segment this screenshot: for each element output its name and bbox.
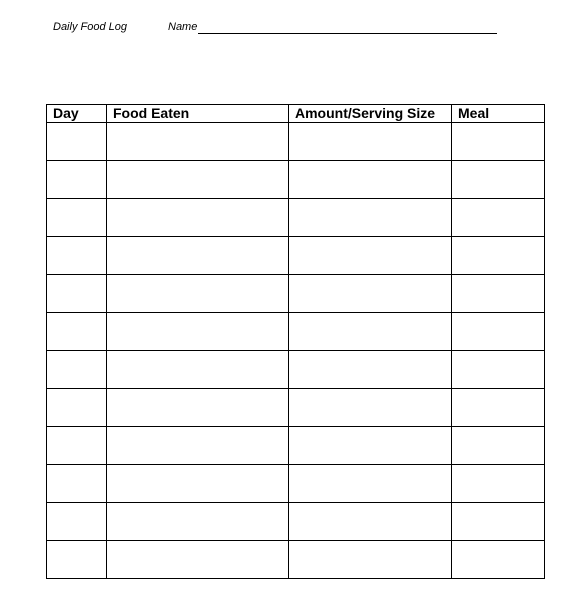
table-row bbox=[47, 161, 545, 199]
meal-cell[interactable] bbox=[452, 313, 545, 351]
day-cell[interactable] bbox=[47, 199, 107, 237]
amount-serving-size-cell[interactable] bbox=[289, 161, 452, 199]
food-eaten-cell[interactable] bbox=[107, 503, 289, 541]
meal-cell[interactable] bbox=[452, 465, 545, 503]
amount-serving-size-cell[interactable] bbox=[289, 389, 452, 427]
food-eaten-cell[interactable] bbox=[107, 313, 289, 351]
day-cell[interactable] bbox=[47, 237, 107, 275]
amount-serving-size-cell[interactable] bbox=[289, 199, 452, 237]
column-header-amount-serving-size: Amount/Serving Size bbox=[289, 105, 452, 123]
table-row bbox=[47, 427, 545, 465]
meal-cell[interactable] bbox=[452, 503, 545, 541]
day-cell[interactable] bbox=[47, 313, 107, 351]
meal-cell[interactable] bbox=[452, 199, 545, 237]
meal-cell[interactable] bbox=[452, 161, 545, 199]
table-body bbox=[47, 123, 545, 579]
food-eaten-cell[interactable] bbox=[107, 427, 289, 465]
amount-serving-size-cell[interactable] bbox=[289, 351, 452, 389]
food-eaten-cell[interactable] bbox=[107, 465, 289, 503]
meal-cell[interactable] bbox=[452, 541, 545, 579]
table-row bbox=[47, 503, 545, 541]
day-cell[interactable] bbox=[47, 161, 107, 199]
food-eaten-cell[interactable] bbox=[107, 237, 289, 275]
amount-serving-size-cell[interactable] bbox=[289, 313, 452, 351]
day-cell[interactable] bbox=[47, 351, 107, 389]
day-cell[interactable] bbox=[47, 275, 107, 313]
table-row bbox=[47, 313, 545, 351]
amount-serving-size-cell[interactable] bbox=[289, 541, 452, 579]
column-header-food-eaten: Food Eaten bbox=[107, 105, 289, 123]
food-eaten-cell[interactable] bbox=[107, 389, 289, 427]
table-row bbox=[47, 275, 545, 313]
day-cell[interactable] bbox=[47, 465, 107, 503]
meal-cell[interactable] bbox=[452, 389, 545, 427]
meal-cell[interactable] bbox=[452, 123, 545, 161]
name-field-line[interactable] bbox=[198, 33, 497, 34]
table-row bbox=[47, 389, 545, 427]
day-cell[interactable] bbox=[47, 427, 107, 465]
amount-serving-size-cell[interactable] bbox=[289, 275, 452, 313]
amount-serving-size-cell[interactable] bbox=[289, 427, 452, 465]
food-eaten-cell[interactable] bbox=[107, 161, 289, 199]
food-log-table bbox=[46, 104, 545, 579]
column-header-meal: Meal bbox=[452, 105, 545, 123]
table-row bbox=[47, 465, 545, 503]
table-row bbox=[47, 123, 545, 161]
meal-cell[interactable] bbox=[452, 275, 545, 313]
table-row bbox=[47, 541, 545, 579]
document-title: Daily Food Log bbox=[53, 21, 127, 33]
table-row bbox=[47, 237, 545, 275]
table-header-row bbox=[47, 105, 545, 123]
day-cell[interactable] bbox=[47, 503, 107, 541]
day-cell[interactable] bbox=[47, 389, 107, 427]
food-eaten-cell[interactable] bbox=[107, 199, 289, 237]
food-eaten-cell[interactable] bbox=[107, 123, 289, 161]
amount-serving-size-cell[interactable] bbox=[289, 237, 452, 275]
meal-cell[interactable] bbox=[452, 427, 545, 465]
name-label: Name bbox=[168, 21, 198, 33]
food-eaten-cell[interactable] bbox=[107, 541, 289, 579]
table-row bbox=[47, 351, 545, 389]
amount-serving-size-cell[interactable] bbox=[289, 465, 452, 503]
meal-cell[interactable] bbox=[452, 237, 545, 275]
day-cell[interactable] bbox=[47, 123, 107, 161]
day-cell[interactable] bbox=[47, 541, 107, 579]
amount-serving-size-cell[interactable] bbox=[289, 503, 452, 541]
table-row bbox=[47, 199, 545, 237]
food-eaten-cell[interactable] bbox=[107, 351, 289, 389]
column-header-day: Day bbox=[47, 105, 107, 123]
food-eaten-cell[interactable] bbox=[107, 275, 289, 313]
meal-cell[interactable] bbox=[452, 351, 545, 389]
amount-serving-size-cell[interactable] bbox=[289, 123, 452, 161]
